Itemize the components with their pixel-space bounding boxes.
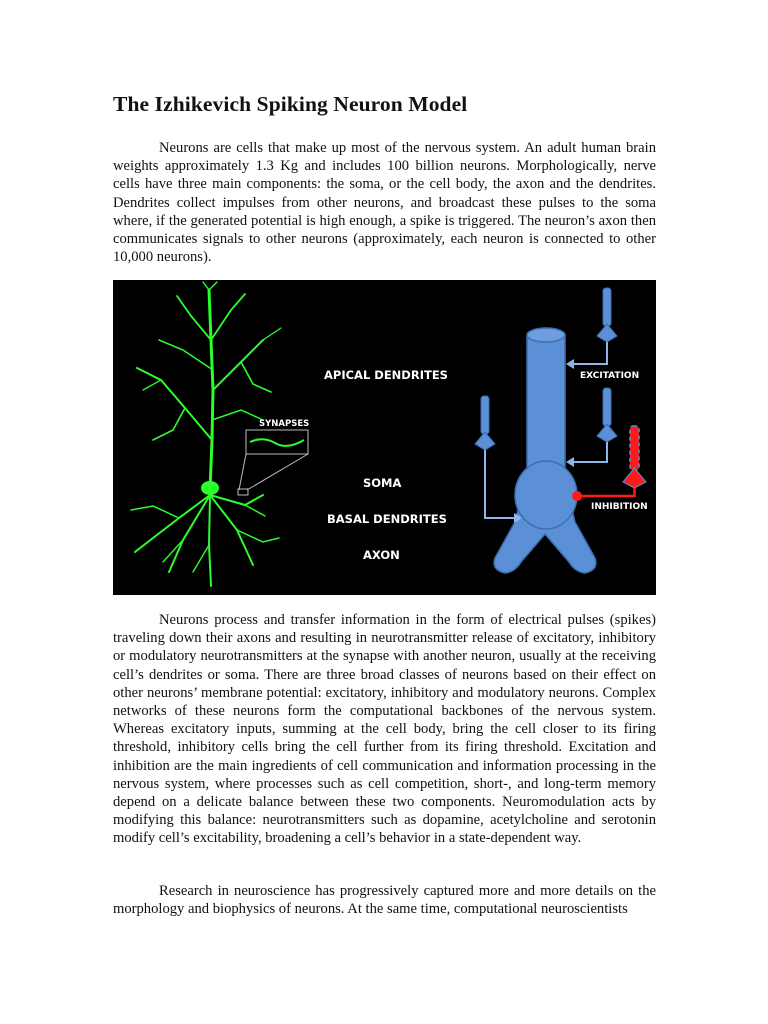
soma-shape	[515, 461, 577, 529]
neuron-illustration	[113, 280, 656, 595]
page-title: The Izhikevich Spiking Neuron Model	[113, 92, 468, 116]
inhibition-label: INHIBITION	[591, 502, 648, 512]
paragraph-research: Research in neuroscience has progressively captured more and more details on the morphology and biophysics of neurons. At the same time, computational neuroscientists	[113, 883, 656, 918]
paragraph-spikes: Neurons process and transfer information in the form of electrical pulses (spikes) traveling down their axons and resulting in neurotransmitter release of excitatory, inhibitory or modulatory neurotransmitters at the synapse with another neuron, usually at the receiving cell’s dendrites or soma. There are three broad classes of neurons based on their effect on other neurons’ membrane potential: excitatory, inhibitory and modulatory neurons. Complex networks of these neurons form the computational backbones of the nervous system. Whereas excitatory inputs, summing at the cell body, bring the cell closer to its firing threshold, inhibitory cells bring the cell further from its firing threshold. Excitation and inhibition are the main ingredients of cell communication and information processing in the nervous system, where processes such as cell competition, short-, and long-term memory depend on a delicate balance between these two components. Neuromodulation acts by modifying this balance: neurotransmitters such as dopamine, acetylcholine and serotonin modify cell’s excitability, broadening a cell’s behavior in a state-dependent way.	[113, 612, 656, 847]
soma-label: SOMA	[363, 476, 402, 490]
axon-label: AXON	[363, 548, 400, 562]
basal-dendrites-label: BASAL DENDRITES	[327, 512, 447, 526]
synapses-label: SYNAPSES	[259, 419, 310, 429]
neuron-figure	[113, 280, 656, 595]
paragraph-intro: Neurons are cells that make up most of the nervous system. An adult human brain weights approximately 1.3 Kg and includes 100 billion neurons. Morphologically, nerve cells have three main components: the soma, or the cell body, the axon and the dendrites. Dendrites collect impulses from other neurons, and broadcast these pulses to the soma where, if the generated potential is high enough, a spike is triggered. The neuron’s axon then communicates signals to other neurons (approximately, each neuron is connected to other 10,000 neurons).	[113, 140, 656, 266]
apical-dendrites-label: APICAL DENDRITES	[324, 368, 448, 382]
excitation-label: EXCITATION	[580, 371, 640, 381]
